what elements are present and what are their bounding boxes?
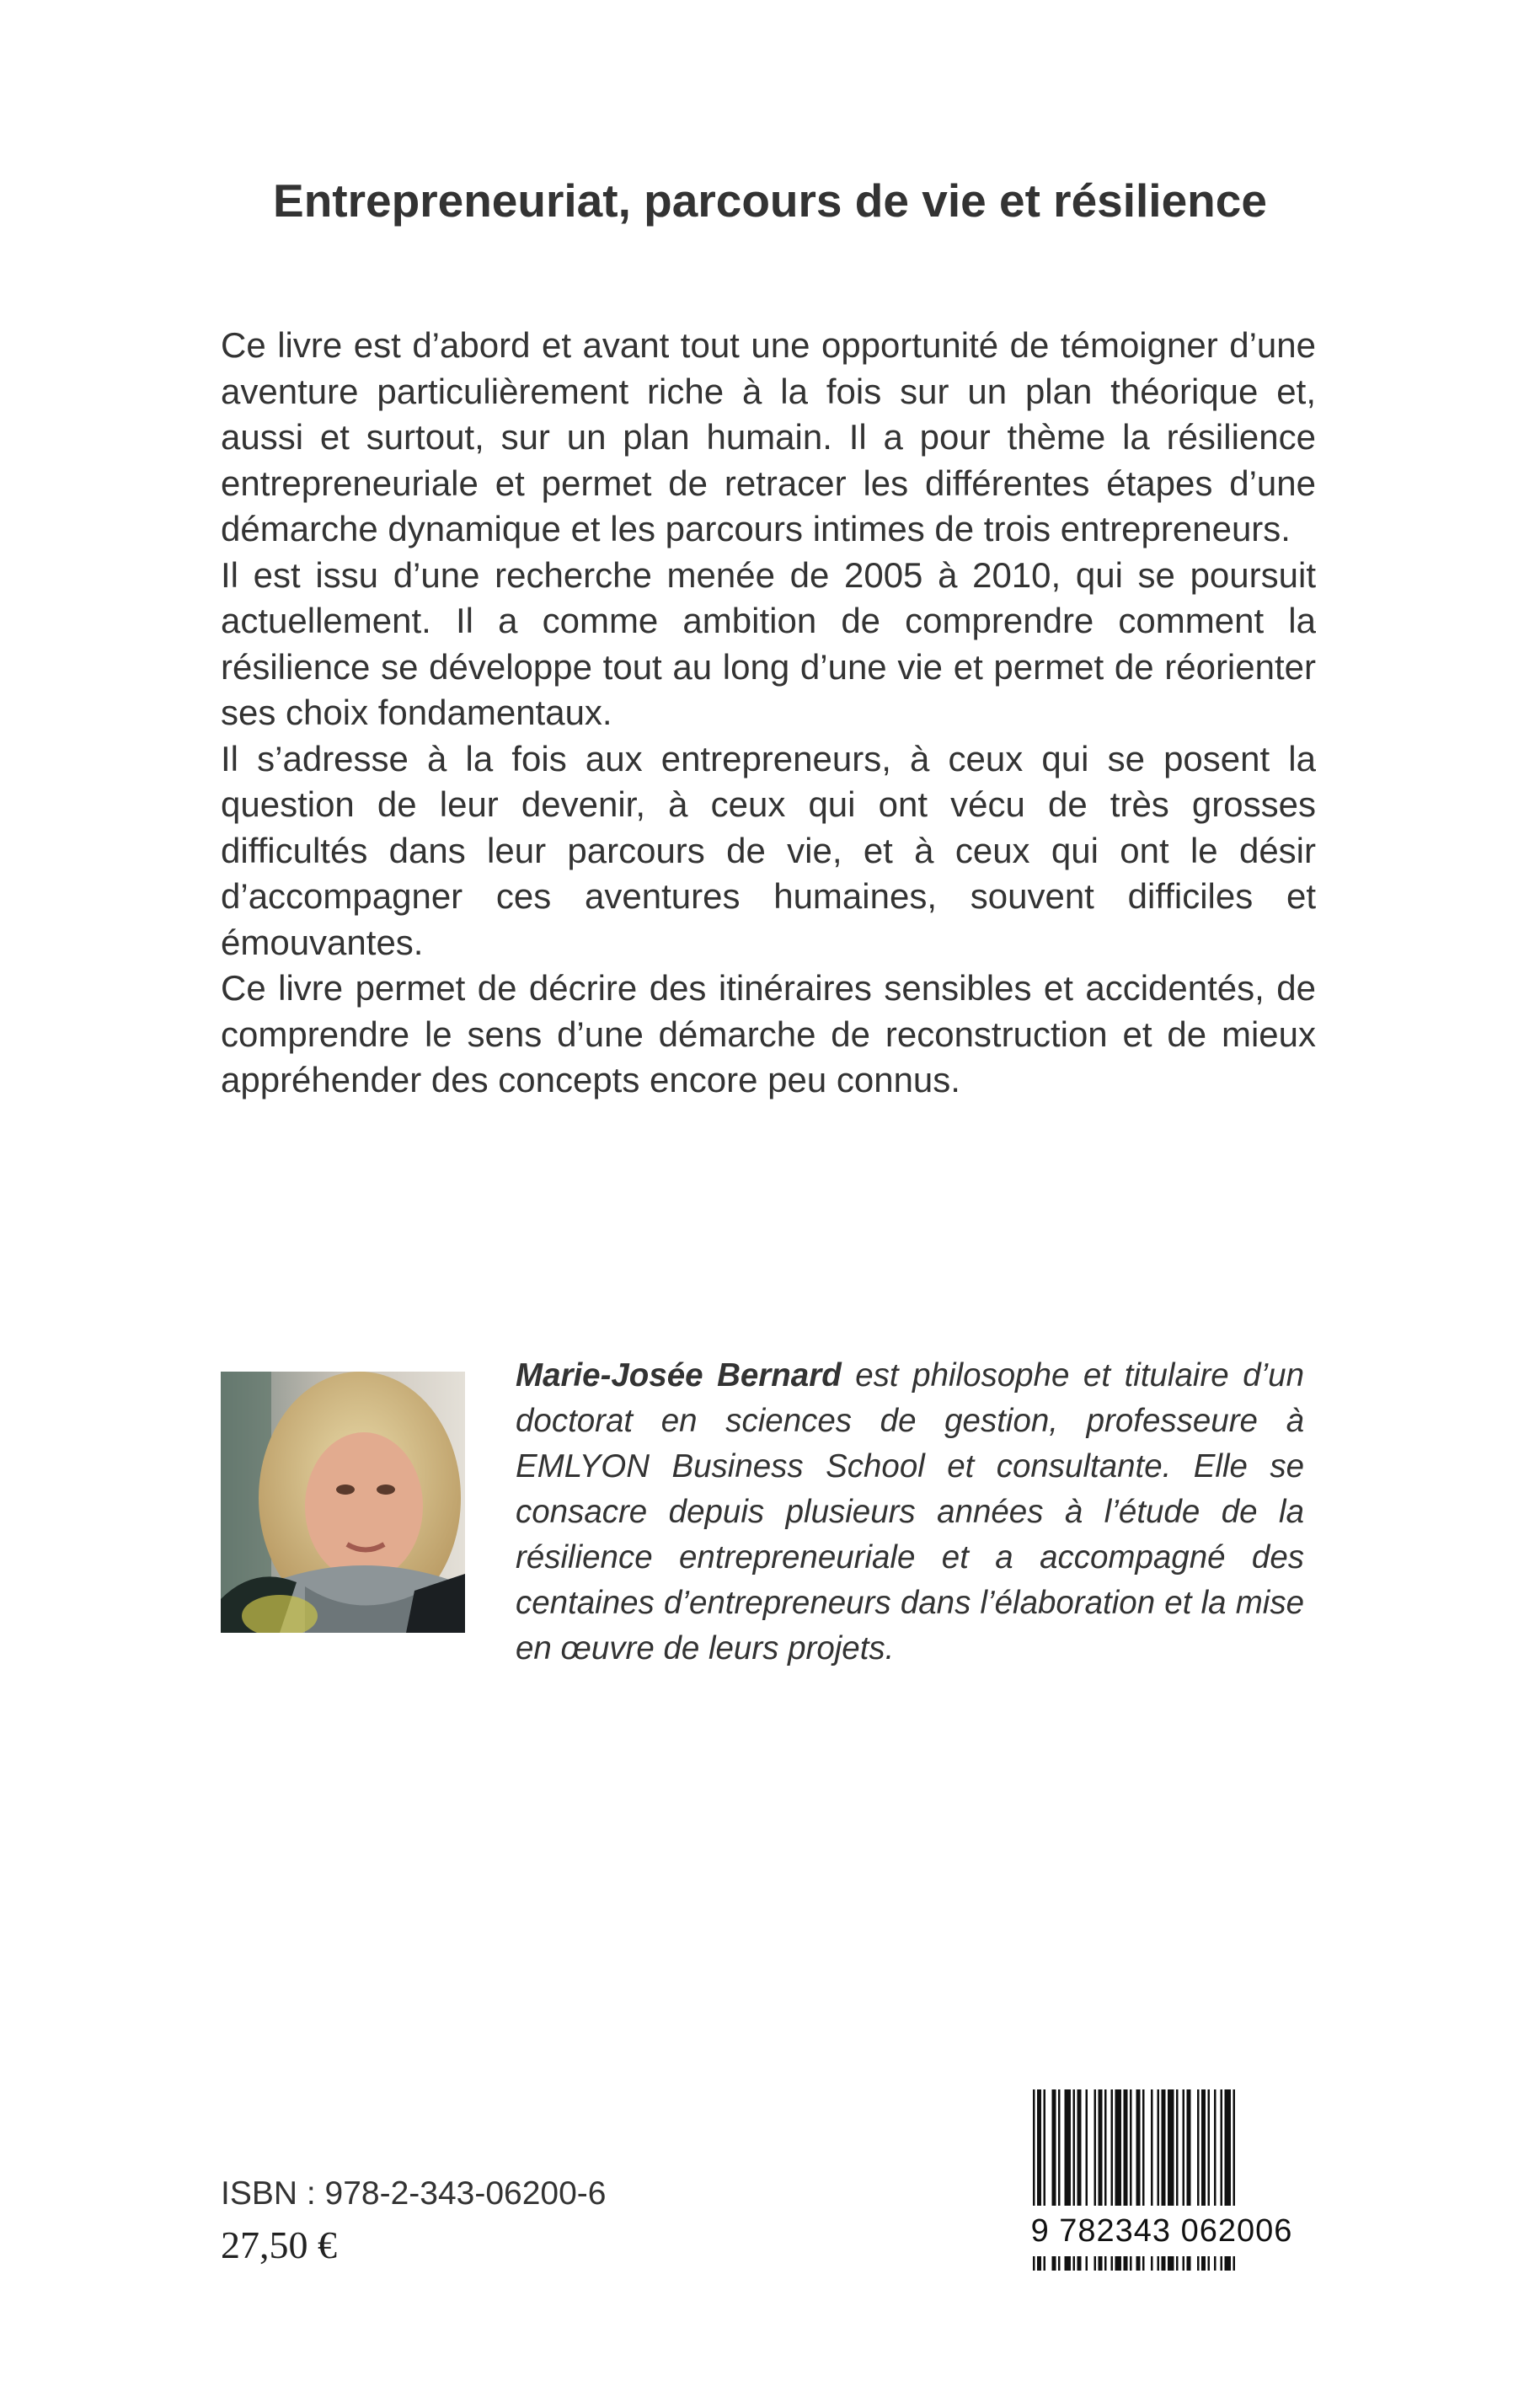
blurb <box>221 323 1316 1104</box>
author-photo <box>221 1372 465 1633</box>
author-name: Marie-Josée Bernard <box>516 1357 842 1394</box>
barcode-digits: 9 782343 062006 <box>1013 2206 1311 2256</box>
blurb-paragraph: Ce livre permet de décrire des itinéraires sensibles et accidentés, de comprendre le sens d’une démarche de reconstruction et de mieux appréhender des concepts encore peu connus. <box>221 968 1316 1099</box>
author-portrait-illustration <box>221 1372 465 1633</box>
author-bio <box>516 1353 1304 1672</box>
price: 27,50 € <box>221 2223 337 2266</box>
isbn: ISBN : 978-2-343-06200-6 <box>221 2175 607 2212</box>
author-bio-text: est philosophe et titulaire d’un doctorat en sciences de gestion, professeure à EMLYON Business School et consultante. Elle se consacre depuis plusieurs années à l’étude de la résilience entrepreneuriale et a accompagné des centaines d’entrepreneurs dans l’élaboration et la mise en œuvre de leurs projets. <box>516 1357 1305 1666</box>
book-title: Entrepreneuriat, parcours de vie et résilience <box>273 174 1267 227</box>
blurb-paragraph: Ce livre est d’abord et avant tout une opportunité de témoigner d’une aventure particulièrement riche à la fois sur un plan théorique et, aussi et surtout, sur un plan humain. Il a pour thème la résilience entrepreneuriale et permet de retracer les différentes étapes d’une démarche dynamique et les parcours intimes de trois entrepreneurs. <box>221 325 1316 548</box>
blurb-paragraph: Il s’adresse à la fois aux entrepreneurs, à ceux qui se posent la question de leur devenir, à ceux qui ont vécu de très grosses difficultés dans leur parcours de vie, et à ceux qui ont le désir d’accompagner ces aventures humaines, souvent difficiles et émouvantes. <box>221 738 1316 962</box>
blurb-paragraph: Il est issu d’une recherche menée de 2005 à 2010, qui se poursuit actuellement. Il a comme ambition de comprendre comment la résilience se développe tout au long d’une vie et permet de réorienter ses choix fondamentaux. <box>221 554 1316 732</box>
